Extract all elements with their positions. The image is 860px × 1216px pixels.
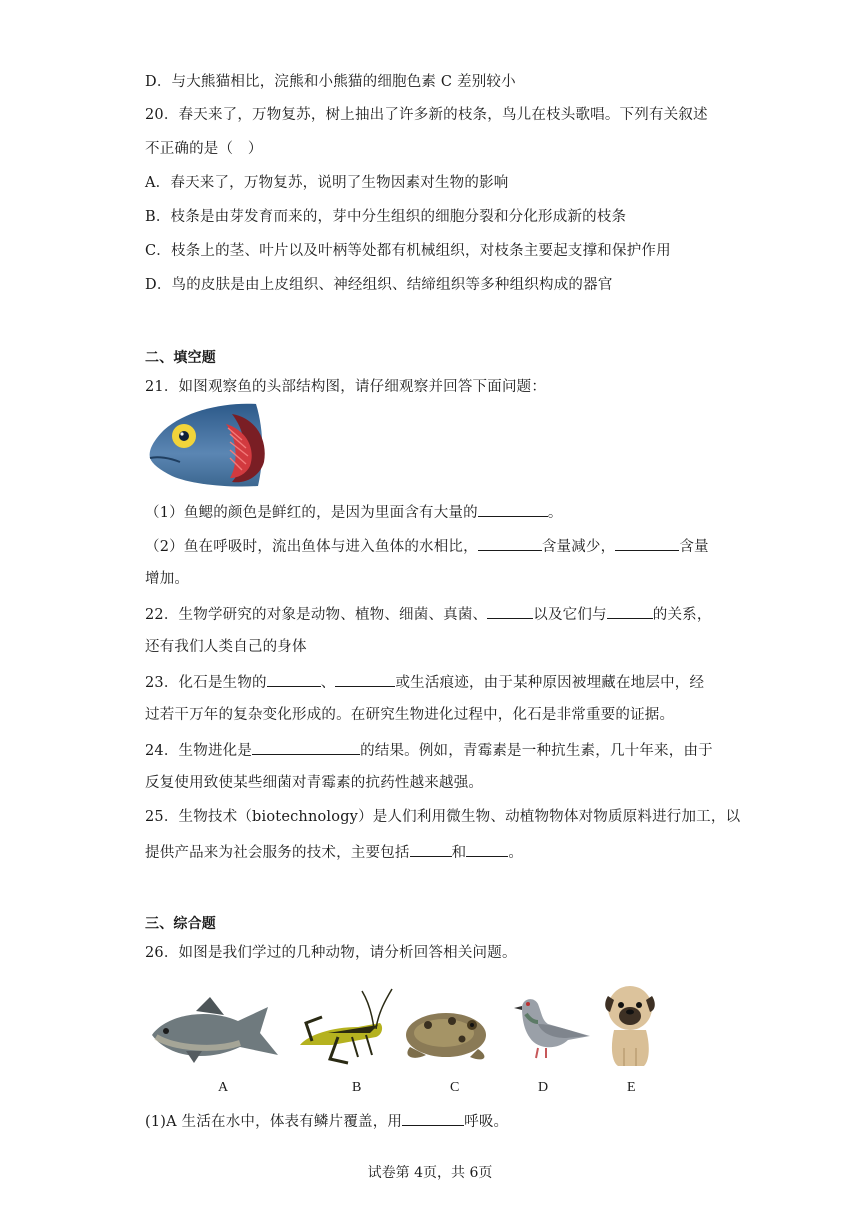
q25-blank-2[interactable] xyxy=(466,841,508,857)
section-composite-heading: 三、综合题 xyxy=(145,916,216,932)
q21-blank-1[interactable] xyxy=(478,501,548,517)
q20-stem-line2: 不正确的是（ ） xyxy=(145,141,263,157)
section-fill-in-heading: 二、填空题 xyxy=(145,350,216,366)
q21-part2: （2）鱼在呼吸时，流出鱼体与进入鱼体的水相比， 含量减少， 含量 xyxy=(145,535,709,557)
animal-label-b: B xyxy=(352,1080,362,1095)
q23-blank-2[interactable] xyxy=(335,671,395,687)
frog-figure xyxy=(400,995,494,1065)
q20-option-a: A．春天来了，万物复苏，说明了生物因素对生物的影响 xyxy=(145,175,509,191)
q23-line2: 过若干万年的复杂变化形成的。在研究生物进化过程中，化石是非常重要的证据。 xyxy=(145,707,675,723)
animal-label-e: E xyxy=(627,1080,636,1095)
q24-line2: 反复使用致使某些细菌对青霉素的抗药性越来越强。 xyxy=(145,775,484,791)
q26-stem: 26．如图是我们学过的几种动物，请分析回答相关问题。 xyxy=(145,945,517,961)
q26-part1: (1)A 生活在水中，体表有鳞片覆盖，用 呼吸。 xyxy=(145,1110,508,1132)
animal-label-a: A xyxy=(218,1080,229,1095)
animal-label-d: D xyxy=(538,1080,549,1095)
q20-option-d: D．鸟的皮肤是由上皮组织、神经组织、结缔组织等多种组织构成的器官 xyxy=(145,277,613,293)
q23-line1: 23．化石是生物的 、 或生活痕迹，由于某种原因被埋藏在地层中，经 xyxy=(145,671,704,693)
q25-blank-1[interactable] xyxy=(410,841,452,857)
q26-blank-1[interactable] xyxy=(402,1110,464,1126)
q20-option-c: C．枝条上的茎、叶片以及叶柄等处都有机械组织，对枝条主要起支撑和保护作用 xyxy=(145,243,671,259)
q22-blank-1[interactable] xyxy=(487,603,533,619)
grasshopper-figure xyxy=(292,983,396,1067)
fish-figure xyxy=(146,985,282,1069)
page-footer: 试卷第 4页，共 6页 xyxy=(367,1165,493,1181)
animal-label-c: C xyxy=(450,1080,460,1095)
q21-part2-cont: 增加。 xyxy=(145,571,190,587)
q20-option-b: B．枝条是由芽发育而来的，芽中分生组织的细胞分裂和分化形成新的枝条 xyxy=(145,209,627,225)
q21-blank-3[interactable] xyxy=(615,535,679,551)
q22-line1: 22．生物学研究的对象是动物、植物、细菌、真菌、 以及它们与 的关系， xyxy=(145,603,712,625)
q22-blank-2[interactable] xyxy=(607,603,653,619)
q25-line2: 提供产品来为社会服务的技术，主要包括 和 。 xyxy=(145,841,523,863)
q22-line2: 还有我们人类自己的身体 xyxy=(145,639,307,655)
fish-head-figure xyxy=(146,400,270,490)
q21-part1: （1）鱼鳃的颜色是鲜红的，是因为里面含有大量的 。 xyxy=(145,501,563,523)
q25-line1: 25．生物技术（biotechnology）是人们利用微生物、动植物物体对物质原料进行加工，以 xyxy=(145,809,741,825)
q23-blank-1[interactable] xyxy=(267,671,321,687)
dog-figure xyxy=(600,978,660,1068)
q21-blank-2[interactable] xyxy=(478,535,542,551)
q20-stem-line1: 20．春天来了，万物复苏，树上抽出了许多新的枝条，鸟儿在枝头歌唱。下列有关叙述 xyxy=(145,107,708,123)
q21-stem: 21．如图观察鱼的头部结构图，请仔细观察并回答下面问题： xyxy=(145,379,547,395)
q19-option-d: D．与大熊猫相比，浣熊和小熊猫的细胞色素 C 差别较小 xyxy=(145,74,516,90)
q24-line1: 24．生物进化是 的结果。例如，青霉素是一种抗生素，几十年来，由于 xyxy=(145,739,713,761)
pigeon-figure xyxy=(508,988,596,1060)
q24-blank-1[interactable] xyxy=(252,739,360,755)
